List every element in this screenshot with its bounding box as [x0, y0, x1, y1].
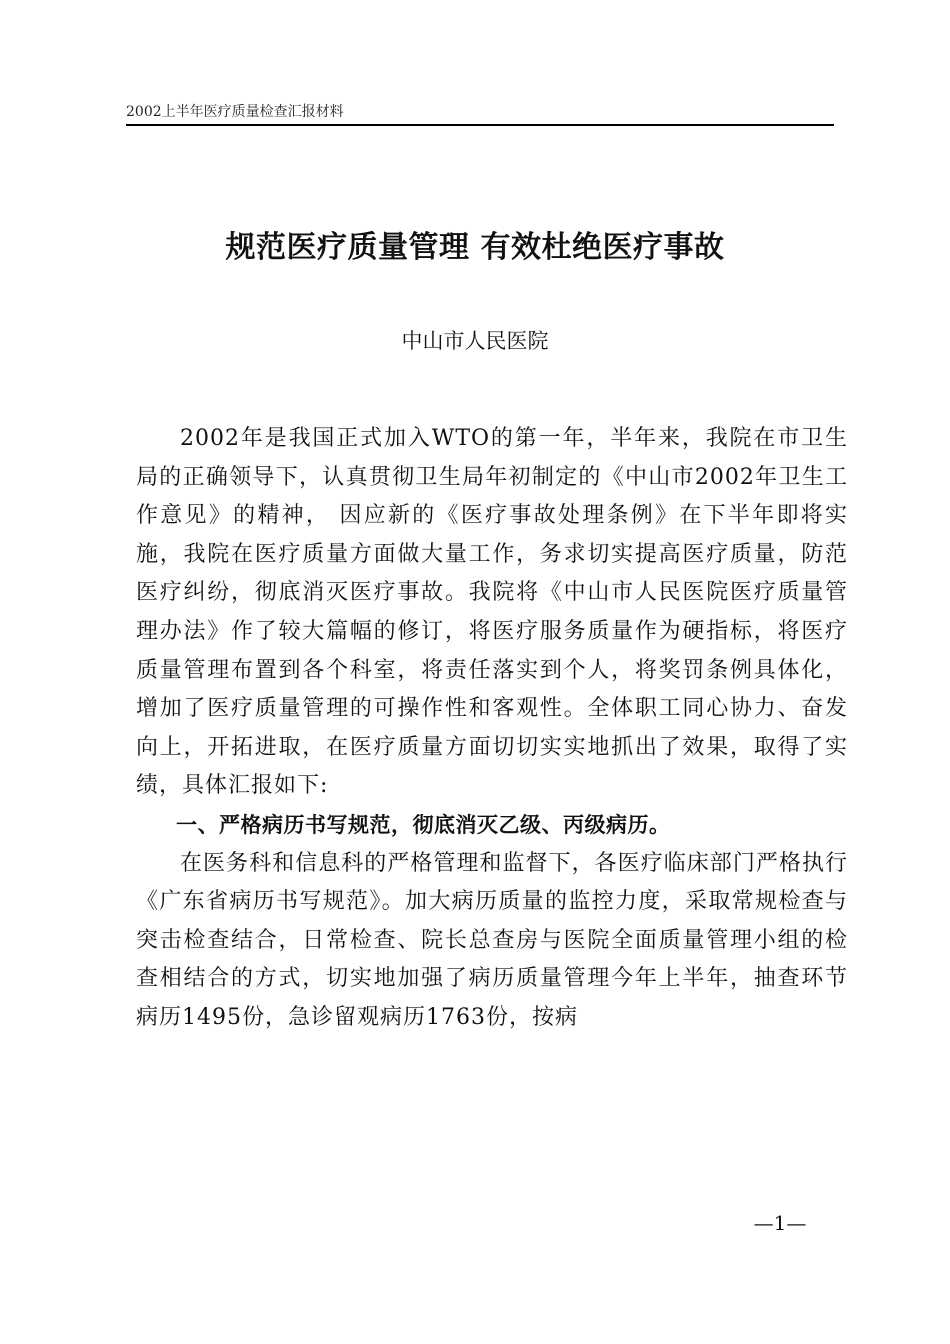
document-organization: 中山市人民医院: [401, 329, 549, 353]
running-header: 2002上半年医疗质量检查汇报材料: [126, 104, 834, 126]
section-paragraph: 在医务科和信息科的严格管理和监督下，各医疗临床部门严格执行《广东省病历书写规范》。加大病历质量的监控力度，采取常规检查与突击检查结合，日常检查、院长总查房与医院全面质量管理小组的检查相结合的方式，切实地加强了病历质量管理今年上半年，抽查环节病历1495份，急诊留观病历1763份，按病: [136, 850, 848, 1030]
document-title: 规范医疗质量管理 有效杜绝医疗事故: [225, 230, 725, 265]
section-heading: 一、严格病历书写规范，彻底消灭乙级、丙级病历。: [176, 812, 671, 837]
intro-paragraph: 2002年是我国正式加入WTO的第一年，半年来，我院在市卫生局的正确领导下，认真贯彻卫生局年初制定的《中山市2002年卫生工作意见》的精神， 因应新的《医疗事故处理条例》在下半年即将实施，我院在医疗质量方面做大量工作，务求切实提高医疗质量，防范医疗纠纷，彻底消灭医疗事故。我院将《中山市人民医院医疗质量管理办法》作了较大篇幅的修订，将医疗服务质量作为硬指标，将医疗质量管理布置到各个科室，将责任落实到个人，将奖罚条例具体化，增加了医疗质量管理的可操作性和客观性。全体职工同心协力、奋发向上，开拓进取，在医疗质量方面切切实实地抓出了效果，取得了实绩，具体汇报如下:: [136, 426, 848, 799]
page-number: —1—: [753, 1211, 807, 1235]
document-body: [136, 420, 848, 1038]
